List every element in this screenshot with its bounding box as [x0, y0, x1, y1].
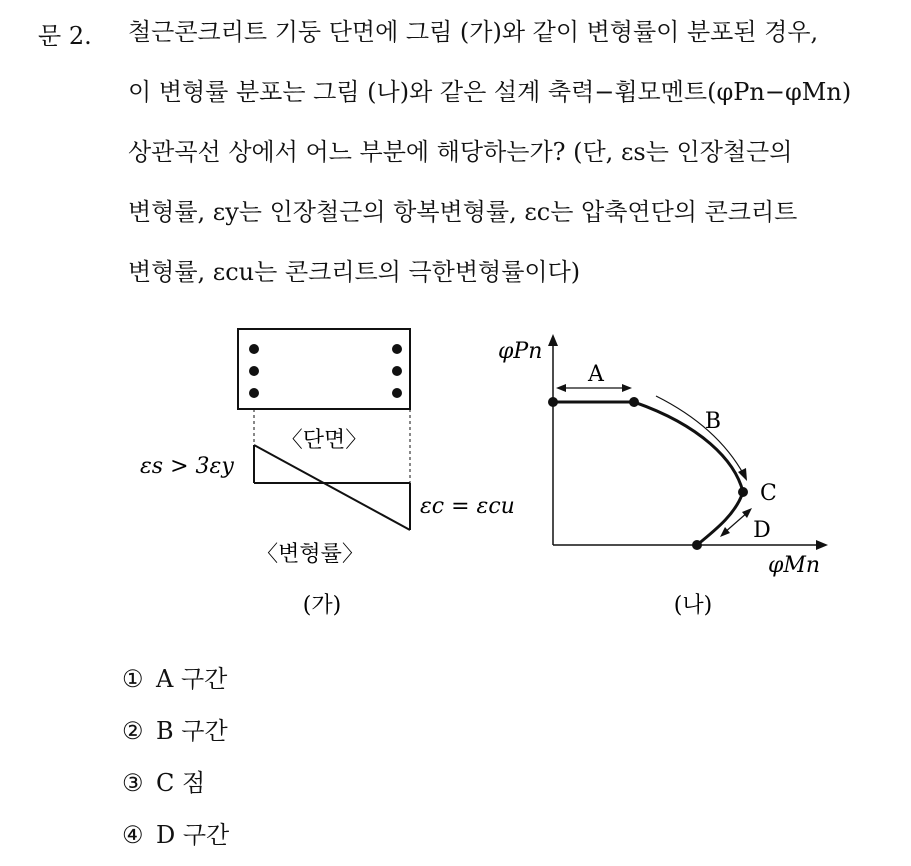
tension-strain-label: εs > 3εy [140, 454, 234, 479]
strain-label: 〈변형률〉 [256, 542, 364, 567]
question-line-5: 변형률, εcu는 콘크리트의 극한변형률이다) [128, 258, 581, 286]
x-axis-label: φMn [768, 553, 821, 578]
rebar-dot [392, 388, 402, 398]
question-line-4: 변형률, εy는 인장철근의 항복변형률, εc는 압축연단의 콘크리트 [128, 198, 798, 226]
region-label-d: D [753, 518, 771, 543]
question-line-3: 상관곡선 상에서 어느 부분에 해당하는가? (단, εs는 인장철근의 [128, 138, 793, 166]
figure-b [498, 334, 828, 618]
region-label-a: A [588, 362, 604, 387]
region-label-b: B [704, 409, 722, 434]
strain-diagonal [254, 445, 410, 530]
rebar-dot [249, 344, 259, 354]
question-number: 문 2. [38, 22, 92, 50]
column-section [238, 329, 410, 409]
x-axis-arrow-icon [816, 540, 828, 550]
curve-point [692, 540, 702, 550]
figure-a [140, 329, 515, 618]
curve-point [548, 397, 558, 407]
choice-text: D 구간 [156, 821, 230, 849]
section-label: 〈단면〉 [280, 428, 368, 453]
rebar-dot [249, 388, 259, 398]
question-line-2: 이 변형률 분포는 그림 (나)와 같은 설계 축력−휨모멘트(φPn−φMn) [128, 78, 852, 106]
choice-3[interactable] [122, 763, 205, 798]
compression-strain-label: εc = εcu [420, 494, 515, 519]
y-axis-arrow-icon [548, 334, 558, 346]
rebar-dot [392, 344, 402, 354]
curve-point [738, 487, 748, 497]
choice-2[interactable] [122, 711, 228, 746]
curve-point [629, 397, 639, 407]
figure-a-caption: (가) [302, 593, 342, 618]
arrowhead-icon [556, 384, 566, 392]
figure-b-caption: (나) [673, 593, 713, 618]
choice-4[interactable] [122, 815, 229, 850]
choice-text: A 구간 [156, 665, 228, 693]
choice-mark: ④ [122, 821, 144, 849]
choice-mark: ② [122, 717, 144, 745]
region-label-c: C [760, 481, 777, 506]
y-axis-label: φPn [498, 339, 543, 364]
choice-1[interactable] [122, 659, 227, 694]
choice-mark: ③ [122, 769, 144, 797]
choice-text: B 구간 [156, 717, 228, 745]
rebar-dot [249, 366, 259, 376]
rebar-dot [392, 366, 402, 376]
choice-mark: ① [122, 665, 144, 693]
choice-text: C 점 [156, 769, 206, 797]
arrowhead-icon [622, 384, 632, 392]
question-line-1: 철근콘크리트 기둥 단면에 그림 (가)와 같이 변형률이 분포된 경우, [128, 18, 819, 46]
